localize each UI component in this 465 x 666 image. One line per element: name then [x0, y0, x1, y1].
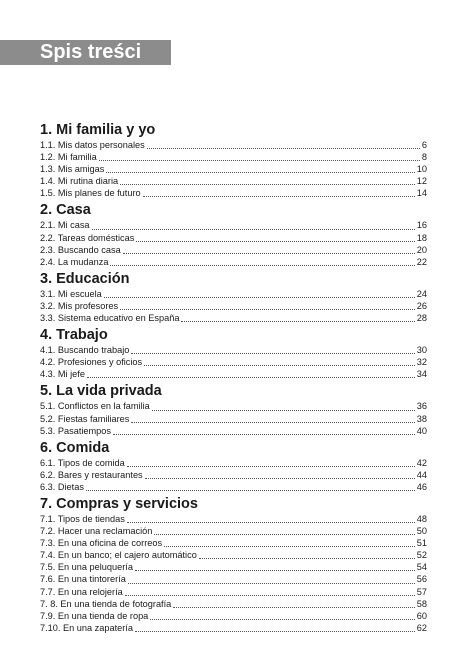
dot-leader [135, 631, 415, 632]
toc-entry [40, 469, 427, 481]
toc-entry-label: 2.3. Buscando casa [40, 244, 121, 255]
toc-entry [40, 151, 427, 163]
toc-entry-page-number: 60 [416, 610, 427, 621]
toc-entry [40, 256, 427, 268]
section-heading: 5. La vida privada [40, 383, 162, 400]
toc-entry-label: 3.3. Sistema educativo en España [40, 313, 180, 324]
dot-leader [131, 353, 414, 354]
dot-leader [92, 229, 415, 230]
section-heading: 4. Trabajo [40, 327, 108, 344]
toc-entry-label: 6.2. Bares y restaurantes [40, 469, 143, 480]
toc-entry-page-number: 10 [416, 164, 427, 175]
toc-entry-page-number: 20 [416, 244, 427, 255]
section-heading: 2. Casa [40, 202, 91, 219]
toc-entry-page-number: 8 [421, 152, 427, 163]
toc-entry-page-number: 30 [416, 345, 427, 356]
toc-entry-page-number: 24 [416, 288, 427, 299]
dot-leader [144, 365, 415, 366]
toc-entry-label: 7.10. En una zapatería [40, 622, 133, 633]
toc-entry [40, 561, 427, 573]
toc-entry [40, 219, 427, 231]
toc-entry-page-number: 58 [416, 598, 427, 609]
dot-leader [120, 309, 415, 310]
toc-entry-label: 7.1. Tipos de tiendas [40, 513, 125, 524]
toc-entry-page-number: 6 [421, 140, 427, 150]
toc-entry-page-number: 14 [416, 188, 427, 199]
toc-entry-page-number: 52 [416, 550, 427, 561]
dot-leader [125, 595, 415, 596]
toc-entry [40, 481, 427, 493]
toc-entry-page-number: 18 [416, 232, 427, 243]
toc-entry-label: 1.2. Mi familia [40, 152, 97, 163]
toc-entry-label: 3.1. Mi escuela [40, 288, 102, 299]
toc-entry-label: 2.1. Mi casa [40, 220, 90, 231]
toc-entry [40, 232, 427, 244]
toc-entry-label: 7.4. En un banco; el cajero automático [40, 550, 197, 561]
dot-leader [128, 583, 415, 584]
dot-leader [127, 522, 415, 523]
toc-entry-page-number: 46 [416, 481, 427, 492]
section-heading: 7. Compras y servicios [40, 495, 198, 512]
toc-section [40, 271, 427, 324]
toc-entry-label: 5.1. Conflictos en la familia [40, 401, 150, 412]
toc-entry [40, 288, 427, 300]
page-title-band [0, 40, 171, 65]
toc-entry-label: 5.3. Pasatiempos [40, 425, 111, 436]
toc-entry [40, 525, 427, 537]
dot-leader [106, 172, 414, 173]
dot-leader [181, 321, 414, 322]
toc-entry [40, 537, 427, 549]
toc-entry-label: 7.2. Hacer una reclamación [40, 526, 153, 537]
toc-section [40, 383, 427, 436]
toc-entry-label: 1.5. Mis planes de futuro [40, 188, 141, 199]
toc-entry [40, 300, 427, 312]
dot-leader [123, 253, 415, 254]
toc-entry-page-number: 28 [416, 313, 427, 324]
dot-leader [104, 297, 415, 298]
toc-entry-label: 6.3. Dietas [40, 481, 84, 492]
toc-entry [40, 344, 427, 356]
toc-entry [40, 425, 427, 437]
toc-entry [40, 244, 427, 256]
toc-entry-page-number: 62 [416, 622, 427, 633]
toc-entry-page-number: 57 [416, 586, 427, 597]
toc-entry [40, 610, 427, 622]
toc-entry-page-number: 48 [416, 513, 427, 524]
dot-leader [86, 490, 415, 491]
dot-leader [145, 478, 415, 479]
toc-entry-label: 1.4. Mi rutina diaria [40, 176, 119, 187]
toc-entry-page-number: 16 [416, 220, 427, 231]
toc-entry [40, 586, 427, 598]
dot-leader [199, 558, 415, 559]
toc-entry [40, 187, 427, 199]
dot-leader [113, 434, 415, 435]
dot-leader [127, 466, 415, 467]
toc-entry-page-number: 56 [416, 574, 427, 585]
dot-leader [99, 160, 420, 161]
toc-entry-page-number: 38 [416, 413, 427, 424]
toc-entry [40, 139, 427, 151]
toc-entry-page-number: 36 [416, 401, 427, 412]
dot-leader [135, 570, 415, 571]
dot-leader [136, 241, 414, 242]
toc-entry [40, 175, 427, 187]
dot-leader [110, 265, 414, 266]
toc-entry-page-number: 51 [416, 538, 427, 549]
toc-entry-label: 2.2. Tareas domésticas [40, 232, 135, 243]
toc-section [40, 122, 427, 199]
toc-section [40, 440, 427, 493]
toc-entry [40, 622, 427, 634]
dot-leader [164, 546, 415, 547]
toc-entry [40, 356, 427, 368]
toc-section [40, 327, 427, 380]
toc-entry-label: 7.9. En una tienda de ropa [40, 610, 149, 621]
page-title: Spis treści [40, 41, 142, 63]
toc-section [40, 496, 427, 634]
toc-entry-page-number: 50 [416, 526, 427, 537]
toc-entry-label: 6.1. Tipos de comida [40, 457, 125, 468]
toc-entry-page-number: 26 [416, 300, 427, 311]
toc-entry-label: 4.1. Buscando trabajo [40, 345, 130, 356]
toc-section [40, 202, 427, 267]
section-heading: 6. Comida [40, 439, 110, 456]
toc-entry-label: 1.3. Mis amigas [40, 164, 105, 175]
toc-entry [40, 400, 427, 412]
toc-entry [40, 573, 427, 585]
toc-entry [40, 312, 427, 324]
table-of-contents [40, 122, 427, 634]
dot-leader [131, 422, 414, 423]
toc-entry-page-number: 42 [416, 457, 427, 468]
toc-entry-page-number: 44 [416, 469, 427, 480]
toc-entry [40, 549, 427, 561]
dot-leader [120, 184, 415, 185]
toc-entry-page-number: 32 [416, 357, 427, 368]
dot-leader [152, 410, 415, 411]
dot-leader [143, 196, 415, 197]
toc-entry-label: 2.4. La mudanza [40, 256, 109, 267]
toc-entry-label: 4.2. Profesiones y oficios [40, 357, 143, 368]
toc-entry-label: 3.2. Mis profesores [40, 300, 119, 311]
toc-entry [40, 163, 427, 175]
dot-leader [147, 148, 420, 149]
toc-entry [40, 513, 427, 525]
toc-entry-label: 7.6. En una tintorería [40, 574, 126, 585]
dot-leader [87, 377, 415, 378]
toc-entry [40, 457, 427, 469]
toc-entry-label: 7.5. En una peluquería [40, 562, 133, 573]
toc-entry [40, 413, 427, 425]
toc-entry-label: 1.1. Mis datos personales [40, 140, 145, 150]
toc-entry-page-number: 22 [416, 256, 427, 267]
toc-entry-page-number: 40 [416, 425, 427, 436]
toc-entry-label: 7.3. En una oficina de correos [40, 538, 163, 549]
dot-leader [150, 619, 414, 620]
toc-entry-page-number: 12 [416, 176, 427, 187]
section-heading: 3. Educación [40, 270, 130, 287]
section-heading: 1. Mi familia y yo [40, 122, 156, 138]
toc-entry-label: 4.3. Mi jefe [40, 369, 85, 380]
toc-entry-label: 7.7. En una relojería [40, 586, 123, 597]
toc-entry [40, 368, 427, 380]
dot-leader [154, 534, 414, 535]
dot-leader [173, 607, 414, 608]
toc-entry-page-number: 54 [416, 562, 427, 573]
toc-entry-label: 5.2. Fiestas familiares [40, 413, 130, 424]
toc-entry [40, 598, 427, 610]
toc-entry-page-number: 34 [416, 369, 427, 380]
toc-entry-label: 7. 8. En una tienda de fotografía [40, 598, 172, 609]
